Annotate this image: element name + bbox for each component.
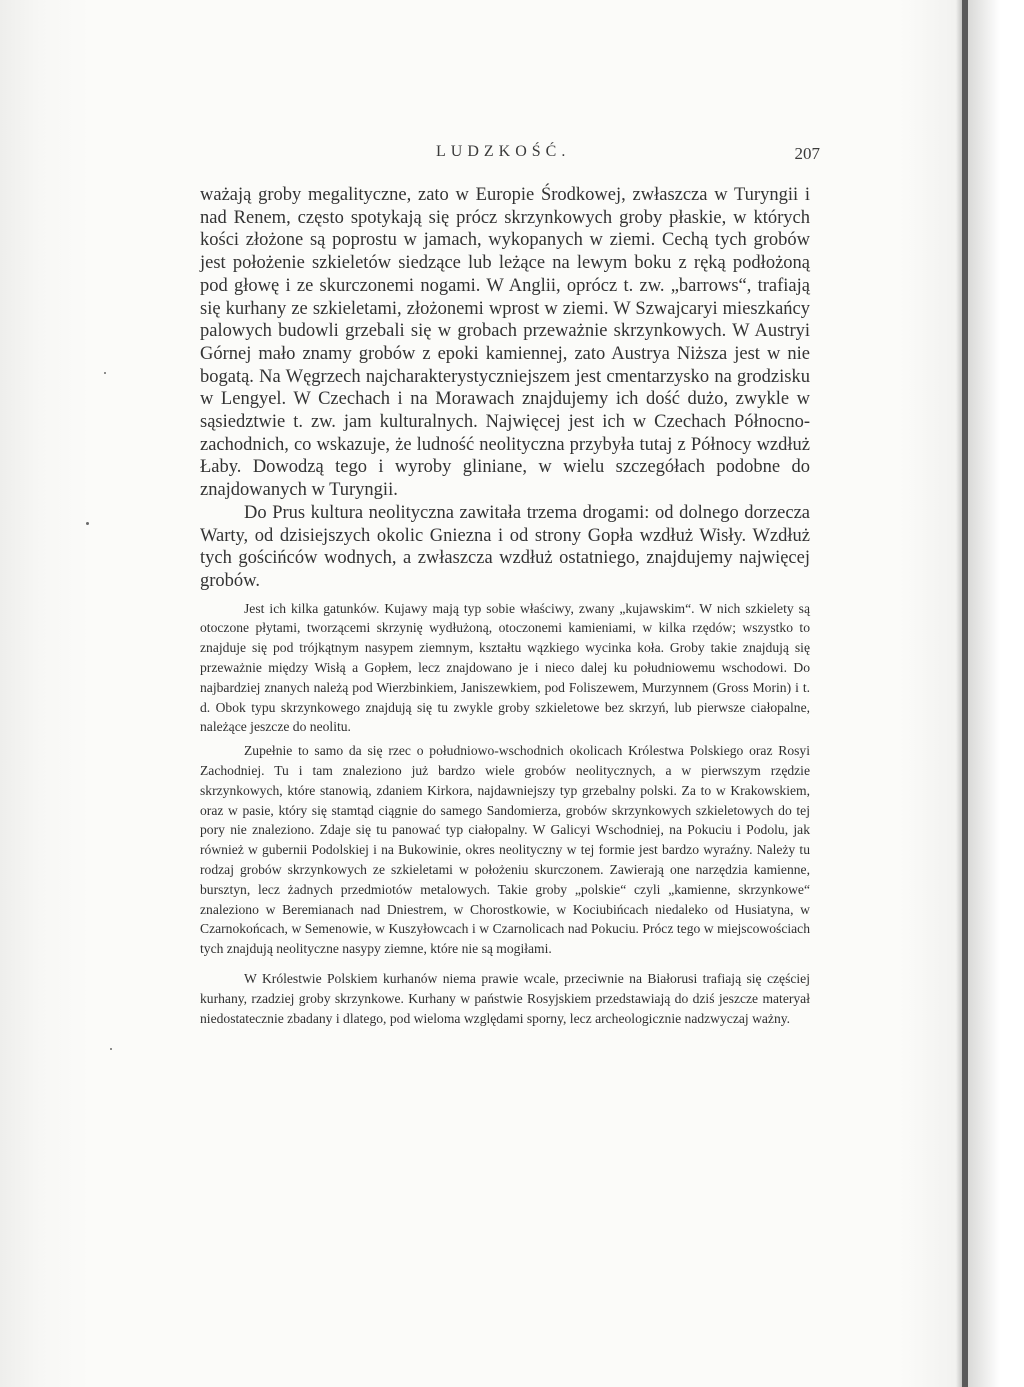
body-paragraph: Do Prus kultura neolityczna zawitała trzema drogami: od dolnego dorzecza Warty, od dzisiejszych okolic Gniezna i od strony Gopła wzdłuż Wisły. Wzdłuż tych gościńców wodnych, a zwłaszcza wzdłuż ostatniego, znajdujemy najwięcej grobów. (200, 502, 810, 591)
page-header (200, 143, 820, 167)
small-print-paragraph: Jest ich kilka gatunków. Kujawy mają typ sobie właściwy, zwany „kujawskim“. W nich szkielety są otoczone płytami, tworzącemi skrzynię wydłużoną, otoczonemi kamieniami, w kilka rzędów; wszystko to znajduje się pod trójkątnym nasypem ziemnym, kształtu wązkiego wycinka koła. Groby takie znajdują się przeważnie między Wisłą a Gopłem, lecz znajdowano je i nieco dalej ku południowemu wschodowi. Do najbardziej znanych należą pod Wierzbinkiem, Janiszewkiem, pod Foliszewem, Murzynnem (Gross Morin) i t. d. Obok typu skrzynkowego znajdują się tu zwykle groby szkieletowe bez skrzyń, lub pierwsze ciałopalne, należące jeszcze do neolitu. (200, 600, 810, 735)
running-head: LUDZKOŚĆ. (436, 143, 571, 160)
book-spine-edge (962, 0, 968, 1387)
small-print-paragraph: Zupełnie to samo da się rzec o południowo-wschodnich okolicach Królestwa Polskiego oraz Rosyi Zachodniej. Tu i tam znaleziono już bardzo wiele grobów neolitycznych, a w pierwszym rzędzie skrzynkowych, które stanowią, zdaniem Kirkora, najdawniejszy typ grzebalny polski. Za to w Krakowskiem, oraz w pasie, który się stamtąd ciągnie do samego Sandomierza, grobów skrzynkowych szkieletowych do tej pory nie znaleziono. Zdaje się tu panować typ ciałopalny. W Galicyi Wschodniej, na Pokuciu i Podolu, jak również w gubernii Podolskiej i na Bukowinie, okres neolityczny w tej formie jest bardzo wyraźny. Należy tu rodzaj grobów skrzynkowych ze szkieletami w położeniu skurczonem. Zawierają one narzędzia kamienne, bursztyn, lecz żadnych przedmiotów metalowych. Takie groby „polskie“ czyli „kamienne, skrzynkowe“ znaleziono w Beremianach nad Dniestrem, w Chorostkowie, w Kociubińcach niedaleko od Husiatyna, w Czarnokońcach, w Semenowie, w Kuszyłowcach i w Czarnolicach nad Pokuciu. Prócz tego w miejscowościach tych znajdują neolityczne nasypy ziemne, które nie są mogiłami. (200, 743, 810, 957)
scan-speck (104, 372, 106, 374)
body-paragraph: ważają groby megalityczne, zato w Europie Środkowej, zwłaszcza w Turyngii i nad Renem, często spotykają się prócz skrzynkowych groby płaskie, w których kości złożone są poprostu w jamach, wykopanych w ziemi. Cechą tych grobów jest położenie szkieletów siedzące lub leżące na lewym boku z ręką podłożoną pod głowę i ze skurczonemi nogami. W Anglii, oprócz t. zw. „barrows“, trafiają się kurhany ze szkieletami, złożonemi wprost w ziemi. W Szwajcaryi mieszkańcy palowych budowli grzebali się w grobach przeważnie skrzynkowych. W Austryi Górnej mało znamy grobów z epoki kamiennej, zato Austrya Niższa jest w nie bogatą. Na Węgrzech najcharakterystyczniejszem jest cmentarzysko na grodzisku w Lengyel. W Czechach i na Morawach znajdujemy ich dość dużo, zwykle w sąsiedztwie t. zw. jam kulturalnych. Najwięcej jest ich w Czechach Północno-zachodnich, co wskazuje, że ludność neolityczna przybyła tutaj z Północy wzdłuż Łaby. Dowodzą tego i wyroby gliniane, w wielu szczegółach podobne do znajdowanych w Turyngii. (200, 185, 810, 501)
scan-speck (86, 522, 89, 525)
text-block (200, 184, 810, 1028)
scan-speck (110, 1048, 112, 1050)
page-number: 207 (794, 144, 820, 163)
small-print-paragraph: W Królestwie Polskiem kurhanów niema prawie wcale, przeciwnie na Białorusi trafiają się częściej kurhany, rzadziej groby skrzynkowe. Kurhany w państwie Rosyjskiem przedstawiają do dziś jeszcze materyał niedostatecznie zbadany i dlatego, pod wieloma względami sporny, lecz archeologicznie nadzwyczaj ważny. (200, 971, 810, 1026)
